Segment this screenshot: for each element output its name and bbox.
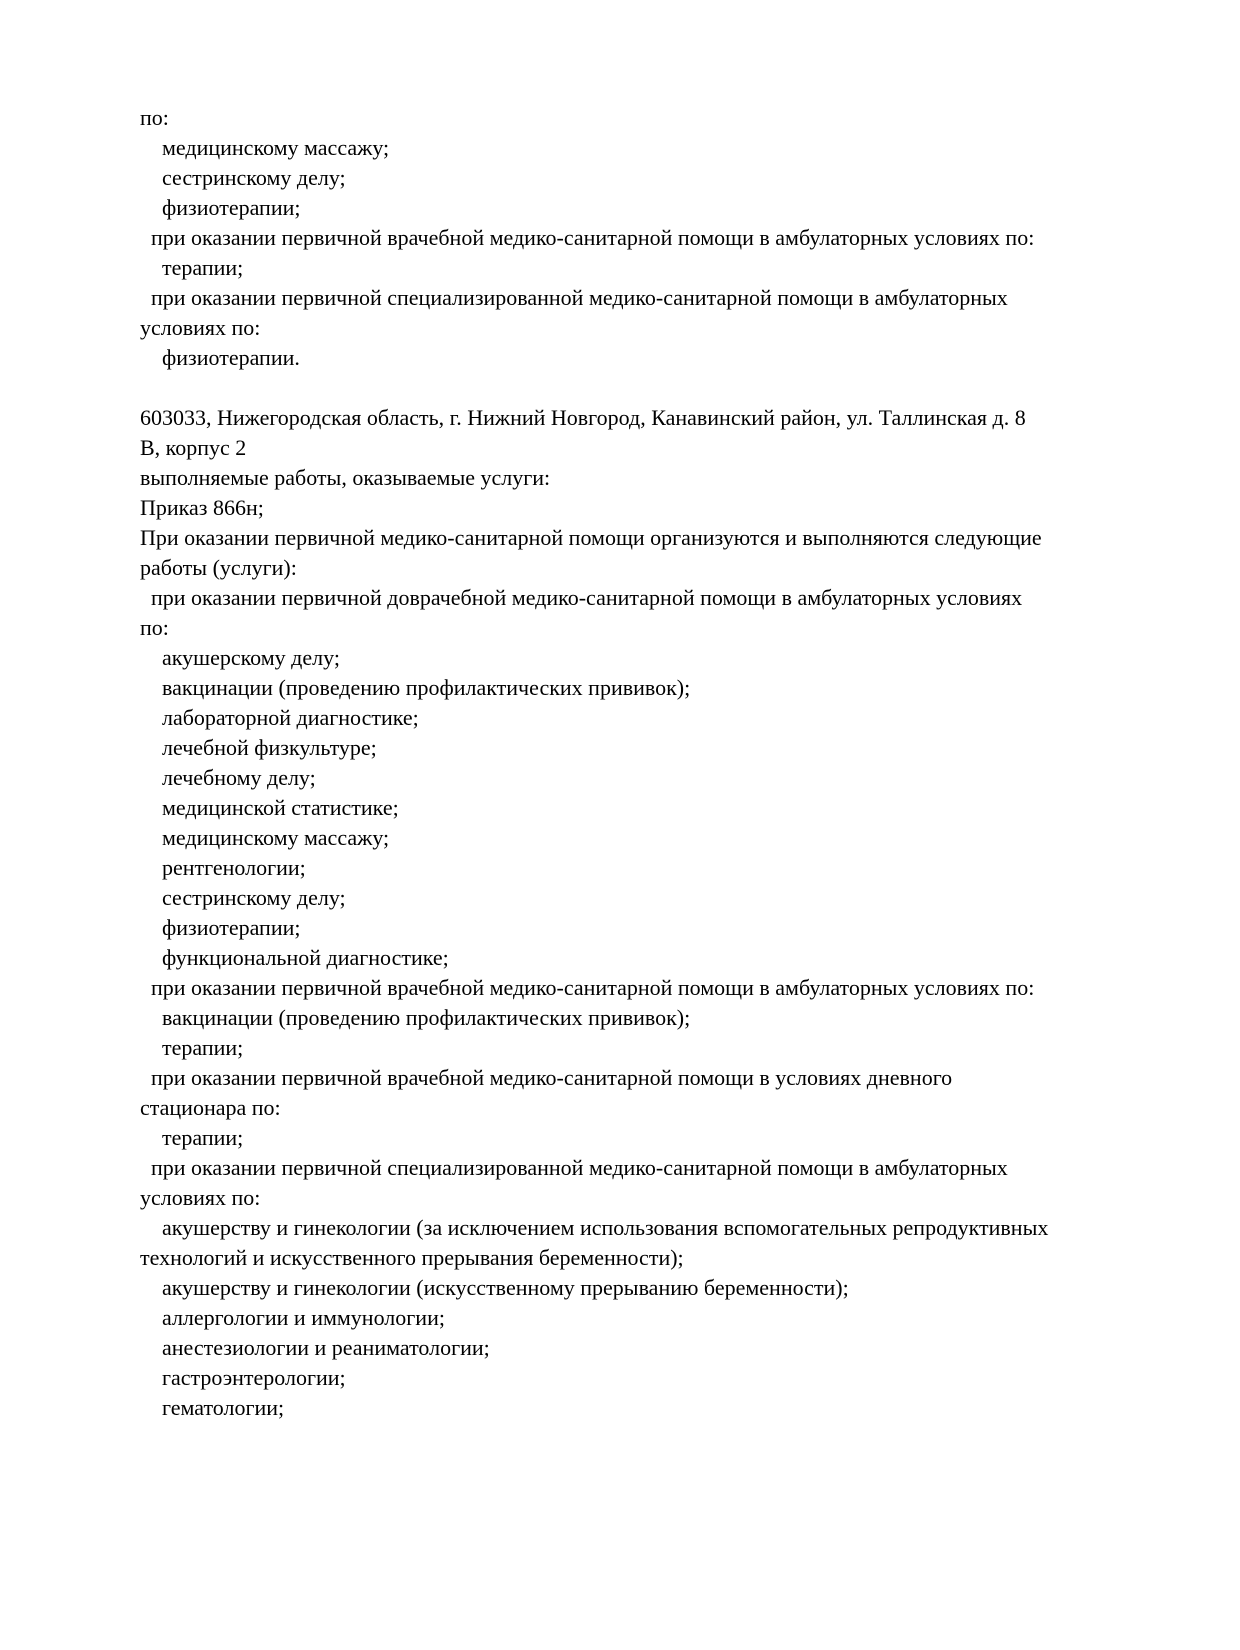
text-line: терапии; [162, 1035, 244, 1060]
text-line: терапии; [162, 255, 244, 280]
text-line: При оказании первичной медико-санитарной помощи организуются и выполняются следующие [140, 525, 1042, 550]
text-line: функциональной диагностике; [162, 945, 449, 970]
text-line: сестринскому делу; [162, 165, 346, 190]
text-line: рентгенологии; [162, 855, 306, 880]
text-line: вакцинации (проведению профилактических прививок); [162, 1005, 691, 1030]
blank-line [140, 373, 1180, 403]
text-line: при оказании первичной доврачебной медико-санитарной помощи в амбулаторных условиях [151, 585, 1023, 610]
text-line: по: [140, 105, 169, 130]
text-line: гематологии; [162, 1395, 285, 1420]
text-line: физиотерапии. [162, 345, 300, 370]
text-line: терапии; [162, 1125, 244, 1150]
text-line: вакцинации (проведению профилактических прививок); [162, 675, 691, 700]
text-line: при оказании первичной врачебной медико-санитарной помощи в амбулаторных условиях по: [151, 225, 1035, 250]
text-line: акушерству и гинекологии (за исключением использования вспомогательных репродуктивных [162, 1215, 1049, 1240]
text-line: аллергологии и иммунологии; [162, 1305, 445, 1330]
text-line: медицинскому массажу; [162, 825, 390, 850]
text-line: по: [140, 615, 169, 640]
text-line: стационара по: [140, 1095, 281, 1120]
text-line: физиотерапии; [162, 195, 301, 220]
text-line: гастроэнтерологии; [162, 1365, 346, 1390]
text-line: условиях по: [140, 315, 261, 340]
text-line: при оказании первичной врачебной медико-санитарной помощи в условиях дневного [151, 1065, 953, 1090]
text-line: лабораторной диагностике; [162, 705, 419, 730]
text-line: акушерскому делу; [162, 645, 340, 670]
text-line: при оказании первичной врачебной медико-санитарной помощи в амбулаторных условиях по: [151, 975, 1035, 1000]
text-line: медицинской статистике; [162, 795, 399, 820]
text-line: технологий и искусственного прерывания беременности); [140, 1245, 684, 1270]
text-line: физиотерапии; [162, 915, 301, 940]
text-line: В, корпус 2 [140, 435, 247, 460]
text-line: работы (услуги): [140, 555, 297, 580]
text-line: при оказании первичной специализированной медико-санитарной помощи в амбулаторных [151, 1155, 1008, 1180]
text-line: Приказ 866н; [140, 495, 264, 520]
text-line: 603033, Нижегородская область, г. Нижний Новгород, Канавинский район, ул. Таллинская д. 8 [140, 405, 1026, 430]
text-line: выполняемые работы, оказываемые услуги: [140, 465, 551, 490]
text-line: при оказании первичной специализированной медико-санитарной помощи в амбулаторных [151, 285, 1008, 310]
text-line: анестезиологии и реаниматологии; [162, 1335, 490, 1360]
text-line: лечебному делу; [162, 765, 316, 790]
text-line: акушерству и гинекологии (искусственному прерыванию беременности); [162, 1275, 849, 1300]
text-line: сестринскому делу; [162, 885, 346, 910]
text-line: медицинскому массажу; [162, 135, 390, 160]
document-lines [140, 103, 1180, 1423]
text-line: условиях по: [140, 1185, 261, 1210]
text-line: лечебной физкультуре; [162, 735, 377, 760]
